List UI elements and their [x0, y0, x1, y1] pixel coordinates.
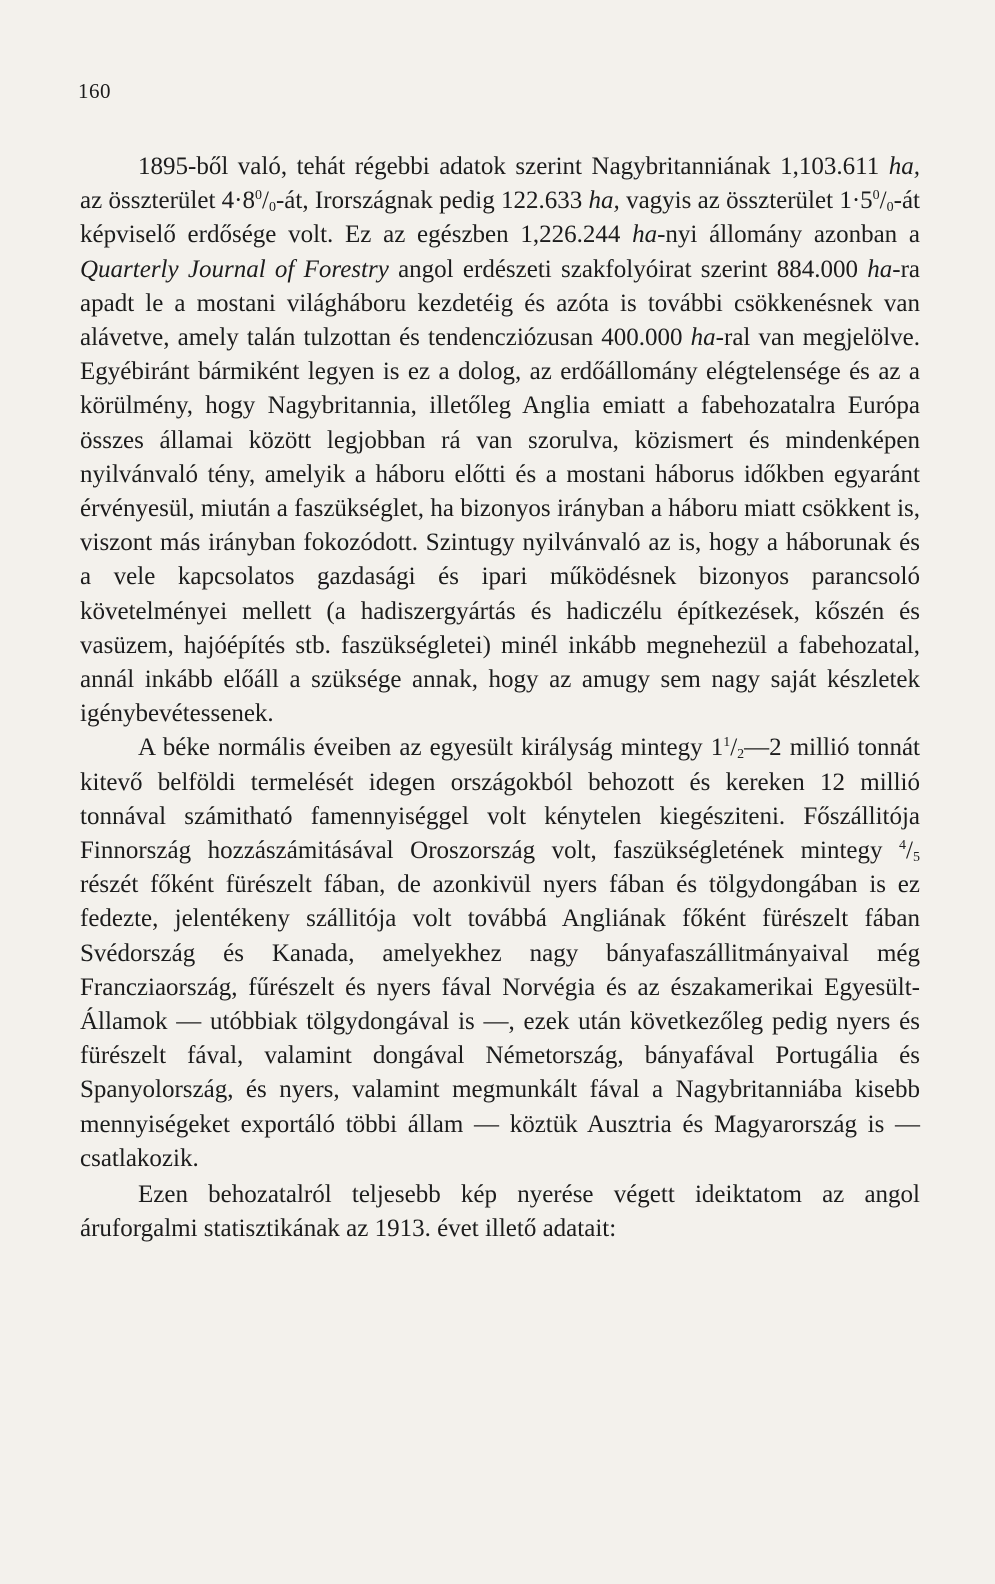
italic-text: ha,: [888, 153, 920, 180]
italic-text: ha,: [588, 187, 620, 215]
text-run: -nyi állomány azonban a: [657, 221, 920, 249]
text-run: /: [730, 734, 738, 762]
text-run: -ral van megjelölve. Egyébiránt bármiként legyen is ez a dolog, az erdőállomány elégtelensége és az a körülmény, hogy Nagybritannia, illetőleg Anglia emiatt a fabehozatalra Európa összes államai között legjobban rá van szorulva, közismert és mindenképen nyilvánvaló tény, amelyik a háboru előtti és a mostani háborus időkben egyaránt érvényesül, miután a faszükséglet, ha bizonyos irányban a háboru miatt csökkent is, viszont más irányban fokozódott. Szintugy nyilvánvaló az is, hogy a háborunak és a vele kapcsolatos gazdasági és ipari működésnek bizonyos parancsoló követelményei mellett (a hadiszergyártás és hadiczélu építkezések, kőszén és vasüzem, hajóépítés stb. faszükségletei) minél inkább megnehezül a fabehozatal, annál inkább előáll a szüksége annak, hogy az amugy sem nagy saját készletek igénybevétessenek.: [80, 324, 920, 728]
text-run: /: [906, 837, 913, 865]
italic-text: Quarterly Journal of Forestry: [80, 255, 389, 283]
text-run: A béke normális éveiben az egyesült királyság mintegy 1: [138, 734, 724, 762]
superscript-text: 0: [872, 188, 880, 204]
text-run: —2 millió tonnát kitevő belföldi termelését idegen országokból behozott és kereken 12 millió tonnával számitható famennyiséggel volt kénytelen kiegésziteni. Főszállitója Finnország hozzászámitásával Oroszország volt, faszükségletének mintegy: [80, 734, 921, 865]
text-run: -ra apadt le a mostani világháboru kezdetéig és azóta is további csökkenésnek van alávetve, amely talán tulzottan és tendencziózusan 400.000: [80, 255, 920, 352]
paragraph-1: [80, 150, 920, 731]
superscript-text: 4: [899, 838, 907, 854]
text-run: részét főként fürészelt fában, de azonkivül nyers fában és tölgydongában is ez fedezte, jelentékeny szállitója volt továbbá Angliának főként fürészelt fában Svédország és Kanada, amelyekhez nagy bányafaszállitmányaival még Francziaország, fűrészelt és nyers fával Norvégia és az északamerikai Egyesült-Államok — utóbbiak tölgydongával is —, ezek után következőleg pedig nyers és fürészelt fával, valamint dongával Németország, bányafával Portugália és Spanyolország, és nyers, valamint megmunkált fával a Nagybritanniába kisebb mennyiségeket exportáló többi állam — köztük Ausztria és Magyarország is — csatlakozik.: [80, 871, 920, 1172]
text-run: -át képviselő erdősége volt. Ez az egészben 1,226.244: [80, 187, 920, 249]
superscript-text: 0: [255, 188, 263, 204]
body-text: [80, 150, 920, 1247]
paragraph-3: [80, 1178, 920, 1246]
paragraph-2: [80, 731, 920, 1176]
text-run: 1895-ből való, tehát régebbi adatok szerint Nagybritanniának 1,103.611: [138, 153, 889, 180]
subscript-text: 0: [886, 200, 894, 216]
text-run: angol erdészeti szakfolyóirat szerint 884.000: [388, 255, 868, 283]
italic-text: ha: [867, 255, 893, 283]
subscript-text: 2: [737, 747, 745, 763]
text-run: -át, Irországnak pedig 122.633: [275, 187, 589, 215]
text-run: vagyis az összterület 1·5: [619, 187, 873, 215]
page-number: 160: [78, 79, 111, 103]
text-run: /: [879, 187, 887, 215]
italic-text: ha: [690, 324, 716, 352]
subscript-text: 0: [268, 200, 276, 216]
text-run: Ezen behozatalról teljesebb kép nyerése végett ideiktatom az angol áruforgalmi statisztikának az 1913. évet illető adatait:: [80, 1181, 920, 1243]
text-run: /: [262, 187, 269, 215]
text-run: az összterület 4·8: [80, 187, 256, 215]
italic-text: ha: [632, 221, 658, 249]
superscript-text: 1: [723, 735, 731, 751]
subscript-text: 5: [913, 850, 920, 866]
